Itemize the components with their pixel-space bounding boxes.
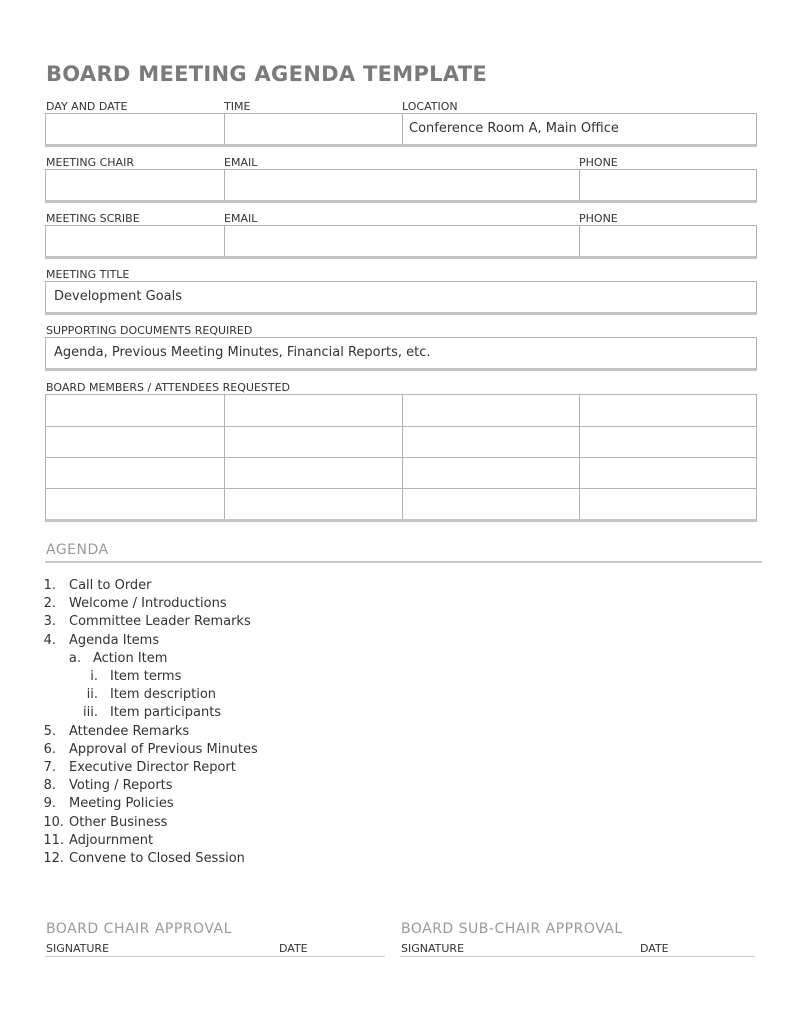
agenda-item-text: Item description: [110, 687, 217, 702]
scribe-email-label: EMAIL: [224, 212, 258, 225]
chair-date-label: DATE: [279, 942, 308, 955]
location-value: Conference Room A, Main Office: [409, 121, 619, 136]
agenda-item-marker: 9.: [43, 796, 56, 811]
agenda-item-text: Approval of Previous Minutes: [69, 742, 258, 757]
subchair-signature-line[interactable]: [400, 956, 755, 957]
agenda-item-marker: 2.: [43, 596, 56, 611]
supporting-docs-field[interactable]: [45, 337, 757, 371]
chair-email-label: EMAIL: [224, 156, 258, 169]
agenda-heading: AGENDA: [46, 542, 109, 558]
agenda-item-text: Convene to Closed Session: [69, 851, 245, 866]
meeting-chair-label: MEETING CHAIR: [46, 156, 134, 169]
grid-divider: [46, 488, 756, 489]
agenda-divider: [45, 561, 762, 563]
board-subchair-approval-heading: BOARD SUB-CHAIR APPROVAL: [401, 921, 623, 937]
location-field[interactable]: [402, 114, 756, 144]
meeting-scribe-field[interactable]: [46, 226, 224, 256]
agenda-item-marker: i.: [90, 669, 98, 684]
agenda-item-marker: iii.: [83, 705, 98, 720]
agenda-item-marker: 5.: [43, 724, 56, 739]
subchair-signature-label: SIGNATURE: [401, 942, 465, 955]
agenda-item-marker: 8.: [43, 778, 56, 793]
agenda-item-text: Agenda Items: [69, 633, 160, 648]
chair-row: [45, 169, 757, 203]
agenda-item-text: Committee Leader Remarks: [69, 614, 251, 629]
agenda-item-text: Voting / Reports: [69, 778, 173, 793]
time-field[interactable]: [224, 114, 402, 144]
agenda-item-text: Welcome / Introductions: [69, 596, 227, 611]
agenda-item-text: Action Item: [93, 651, 168, 666]
time-label: TIME: [224, 100, 251, 113]
attendees-label: BOARD MEMBERS / ATTENDEES REQUESTED: [46, 381, 291, 394]
agenda-item-marker: 4.: [43, 633, 56, 648]
board-chair-approval-heading: BOARD CHAIR APPROVAL: [46, 921, 232, 937]
meeting-chair-field[interactable]: [46, 170, 224, 200]
agenda-item-marker: 11.: [43, 833, 64, 848]
agenda-item-marker: 1.: [43, 578, 56, 593]
scribe-phone-field[interactable]: [579, 226, 756, 256]
agenda-item-marker: a.: [68, 651, 81, 666]
meeting-title-label: MEETING TITLE: [46, 268, 130, 281]
agenda-item-text: Call to Order: [69, 578, 152, 593]
supporting-docs-label: SUPPORTING DOCUMENTS REQUIRED: [46, 324, 253, 337]
row1-fields: [45, 113, 757, 147]
chair-phone-field[interactable]: [579, 170, 756, 200]
day-date-label: DAY AND DATE: [46, 100, 128, 113]
chair-email-field[interactable]: [224, 170, 579, 200]
agenda-item-marker: 10.: [43, 815, 64, 830]
grid-divider: [46, 457, 756, 458]
agenda-item-text: Attendee Remarks: [69, 724, 190, 739]
agenda-item-marker: 7.: [43, 760, 56, 775]
meeting-title-value: Development Goals: [54, 289, 183, 304]
agenda-item-text: Item terms: [110, 669, 182, 684]
day-date-field[interactable]: [46, 114, 224, 144]
agenda-item-text: Other Business: [69, 815, 168, 830]
scribe-email-field[interactable]: [224, 226, 579, 256]
scribe-phone-label: PHONE: [579, 212, 618, 225]
agenda-item-marker: 12.: [43, 851, 64, 866]
meeting-scribe-label: MEETING SCRIBE: [46, 212, 140, 225]
chair-phone-label: PHONE: [579, 156, 618, 169]
subchair-date-label: DATE: [640, 942, 669, 955]
agenda-item-text: Meeting Policies: [69, 796, 174, 811]
meeting-title-field[interactable]: [45, 281, 757, 315]
agenda-item-marker: 6.: [43, 742, 56, 757]
supporting-docs-value: Agenda, Previous Meeting Minutes, Financial Reports, etc.: [54, 345, 431, 360]
agenda-item-marker: ii.: [86, 687, 98, 702]
page-title: BOARD MEETING AGENDA TEMPLATE: [46, 62, 488, 86]
scribe-row: [45, 225, 757, 259]
chair-signature-label: SIGNATURE: [46, 942, 110, 955]
chair-signature-line[interactable]: [45, 956, 385, 957]
location-label: LOCATION: [402, 100, 458, 113]
agenda-item-text: Executive Director Report: [69, 760, 236, 775]
agenda-item-text: Adjournment: [69, 833, 154, 848]
attendees-grid[interactable]: [45, 394, 757, 522]
grid-divider: [46, 426, 756, 427]
agenda-item-marker: 3.: [43, 614, 56, 629]
agenda-item-text: Item participants: [110, 705, 222, 720]
